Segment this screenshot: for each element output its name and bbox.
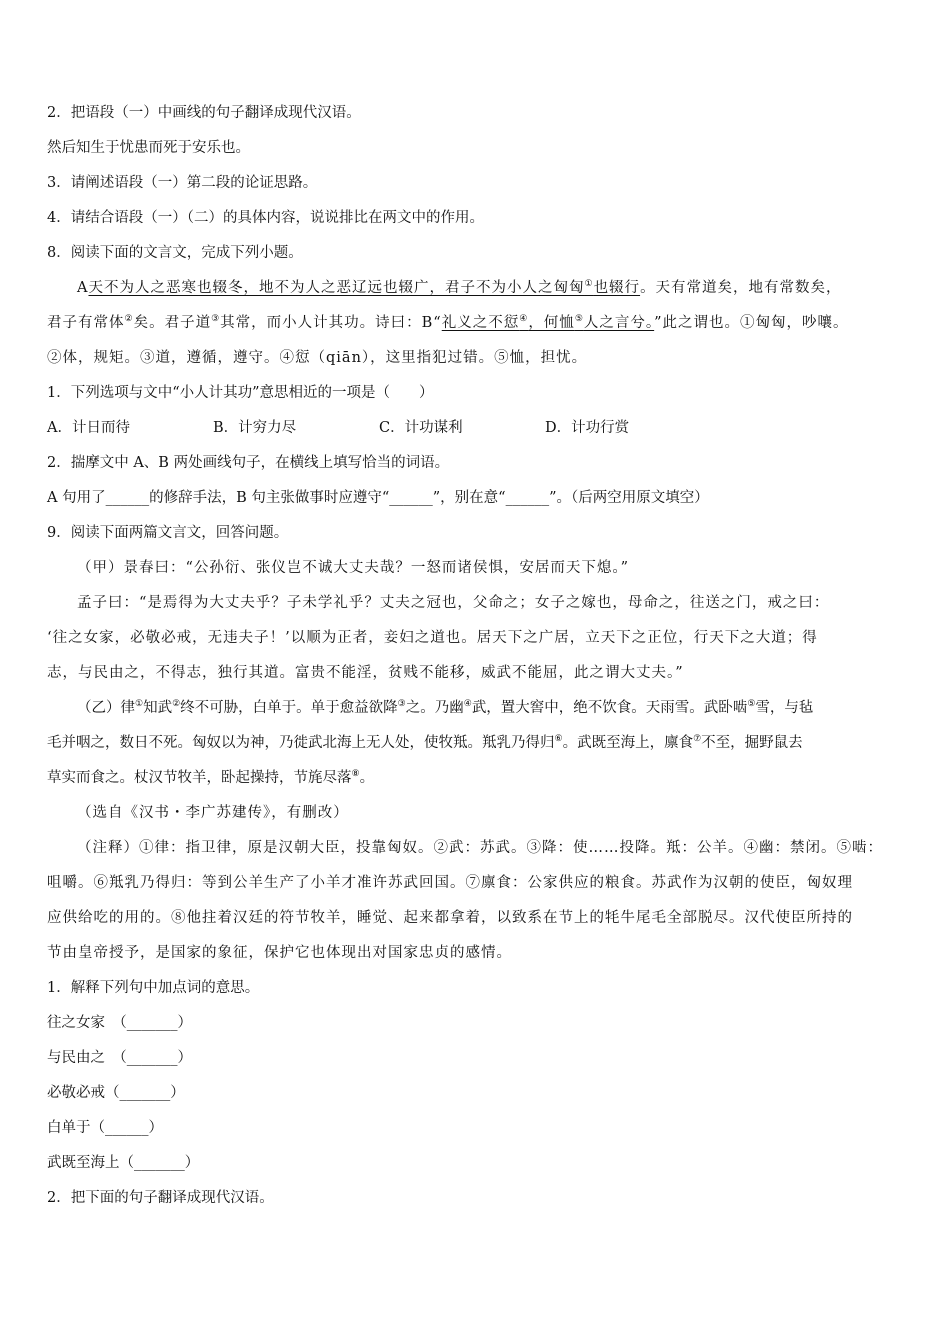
passage-line: 毛并咽之，数日不死。匈奴以为神，乃徙武北海上无人处，使牧羝。羝乳乃得归⑥。武既至海上，廪食⑦不至，掘野鼠去 <box>47 734 803 751</box>
passage-line: A天不为人之恶寒也辍冬，地不为人之恶辽远也辍广，君子不为小人之匈匈①也辍行。天有常道矣，地有常数矣， <box>77 279 842 296</box>
label-a: A <box>77 280 89 296</box>
option-b[interactable]: B．计穷力尽 <box>213 420 297 436</box>
passage-line: ‘往之女家，必敬必戒，无违夫子！’以顺为正者，妾妇之道也。居天下之广居，立天下之正位，行天下之大道；得 <box>47 630 818 646</box>
question-line: 2．揣摩文中 A、B 两处画线句子，在横线上填写恰当的词语。 <box>47 455 450 471</box>
passage-line: （乙）律①知武②终不可胁，白单于。单于愈益欲降③之。乃幽④武，置大窖中，绝不饮食。天雨雪。武卧啮⑤雪，与毡 <box>77 699 814 716</box>
passage-line: 志，与民由之，不得志，独行其道。富贵不能淫，贫贱不能移，威武不能屈，此之谓大丈夫。” <box>47 665 684 681</box>
fill-blank-item: 武既至海上（_______） <box>47 1155 200 1171</box>
passage-line: 草实而食之。杖汉节牧羊，卧起操持，节旄尽落⑧。 <box>47 769 375 786</box>
option-d[interactable]: D．计功行赏 <box>545 420 630 436</box>
notes-line: 应供给吃的用的。⑧他拄着汉廷的符节牧羊，睡觉、起来都拿着，以致系在节上的牦牛尾毛全部脱尽。汉代使臣所持的 <box>47 910 853 926</box>
option-c[interactable]: C．计功谋利 <box>379 420 463 436</box>
question-heading: 8．阅读下面的文言文，完成下列小题。 <box>47 245 303 261</box>
question-line: 1．下列选项与文中“小人计其功”意思相近的一项是（ ） <box>47 385 434 401</box>
fill-blank-item: 必敬必戒（_______） <box>47 1085 185 1101</box>
question-line: 3．请阐述语段（一）第二段的论证思路。 <box>47 175 318 191</box>
notes-line: 节由皇帝授予，是国家的象征，保护它也体现出对国家忠贞的感情。 <box>47 945 512 961</box>
question-heading: 9．阅读下面两篇文言文，回答问题。 <box>47 525 289 541</box>
passage-line: （甲）景春曰：“公孙衍、张仪岂不诚大丈夫哉？一怒而诸侯惧，安居而天下熄。” <box>77 560 630 576</box>
question-line: 1．解释下列句中加点词的意思。 <box>47 980 260 996</box>
document-page <box>47 96 912 1216</box>
underlined-sentence-b: 礼义之不愆④，何恤⑤人之言兮。 <box>441 314 655 331</box>
fill-blank-item: 往之女家 （_______） <box>47 1015 192 1031</box>
passage-line: 君子有常体②矣。君子道③其常，而小人计其功。诗曰：B“礼义之不愆④，何恤⑤人之言兮。”此之谓也。①匈匈，吵嚷。 <box>47 314 849 331</box>
passage-line: 孟子曰：“是焉得为大丈夫乎？子未学礼乎？丈夫之冠也，父命之；女子之嫁也，母命之，往送之门，戒之曰： <box>77 595 830 611</box>
notes-line: （注释）①律：指卫律，原是汉朝大臣，投靠匈奴。②武：苏武。③降：使……投降。羝：公羊。④幽：禁闭。⑤啮： <box>77 840 883 856</box>
underlined-sentence-a: 天不为人之恶寒也辍冬，地不为人之恶辽远也辍广，君子不为小人之匈匈①也辍行 <box>88 279 641 296</box>
question-line: 2．把下面的句子翻译成现代汉语。 <box>47 1190 274 1206</box>
fill-blank-item: 白单于（______） <box>47 1120 163 1136</box>
question-line: 4．请结合语段（一）（二）的具体内容，说说排比在两文中的作用。 <box>47 210 484 226</box>
notes-line: 咀嚼。⑥羝乳乃得归：等到公羊生产了小羊才准许苏武回国。⑦廪食：公家供应的粮食。苏武作为汉朝的使臣，匈奴理 <box>47 875 853 891</box>
question-line: 2．把语段（一）中画线的句子翻译成现代汉语。 <box>47 105 361 121</box>
annotation-line: ②体，规矩。③道，遵循，遵守。④愆（qiān），这里指犯过错。⑤恤，担忧。 <box>47 350 588 366</box>
sentence-line: 然后知生于忧患而死于安乐也。 <box>47 140 250 156</box>
source-line: （选自《汉书・李广苏建传》，有删改） <box>77 805 349 821</box>
fill-blank-item: 与民由之 （_______） <box>47 1050 192 1066</box>
option-a[interactable]: A．计日而待 <box>47 420 130 436</box>
options-row <box>47 411 912 446</box>
fill-blank-line: A 句用了______的修辞手法，B 句主张做事时应遵守“______”，别在意“______”。（后两空用原文填空） <box>47 490 709 506</box>
